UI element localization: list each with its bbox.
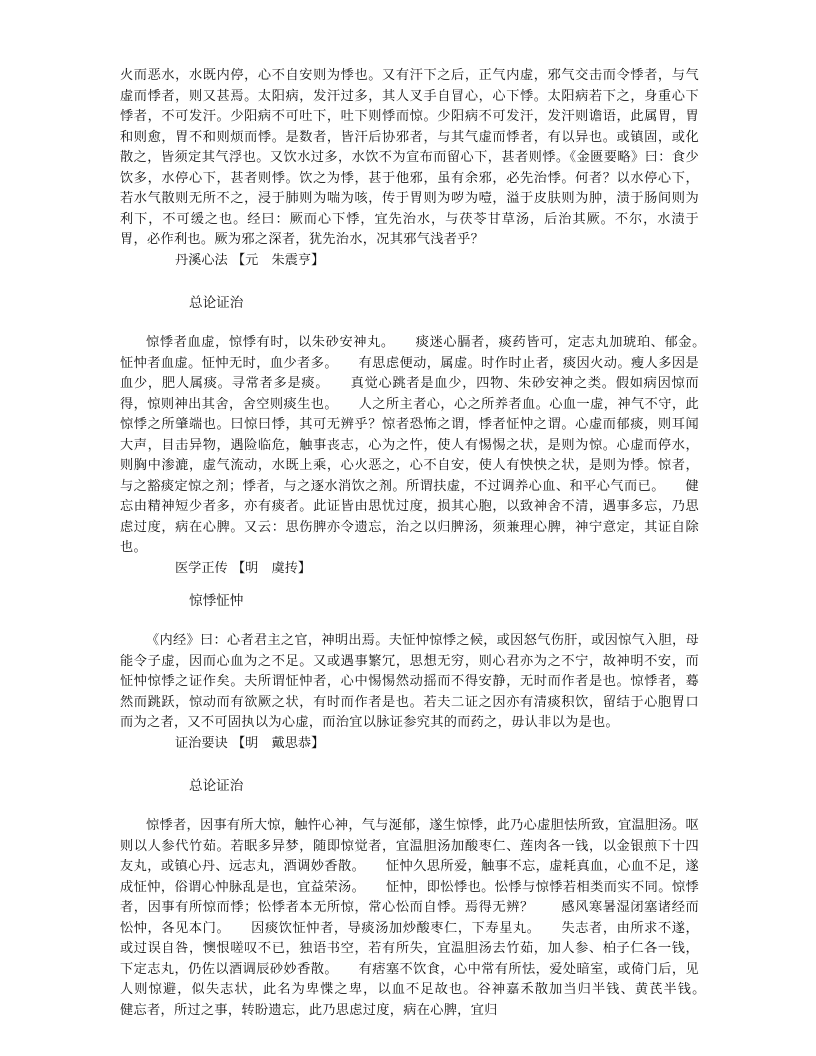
text-block-4: 惊悸者，因事有所大惊，触忤心神，气与涎郁，遂生惊悸，此乃心虚胆怯所致，宜温胆汤。呕则以人参代竹茹。若眠多异梦，随即惊觉者，宜温胆汤加酸枣仁、莲肉各一钱，以金银煎下十四友丸，或镇心丹、远志丸，酒调妙香散。 怔忡久思所爱，触事不忘，虚耗真血，心血不足，遂成怔忡，俗谓心忡脉乱是也，宜益荣汤。 怔忡，即忪悸也。忪悸与惊悸若相类而实不同。惊悸者，因事有所惊而悸；忪悸者本无所惊，常心忪而自悸。焉得无辨？ 感风寒暑湿闭塞诸经而忪忡，各见本门。 因痰饮怔忡者，导痰汤加炒酸枣仁，下寿星丸。 失志者，由所求不遂，或过误自咎，懊恨嗟叹不已，独语书空，若有所失，宜温胆汤去竹茹，加人参、柏子仁各一钱，下定志丸，仍佐以酒调辰砂妙香散。 有痞塞不饮食，心中常有所怯，爱处暗室，或倚门后，见人则惊避，似失志状，此名为卑惵之卑，以血不足故也。谷神嘉禾散加当归半钱、黄芪半钱。 健忘者，所过之事，转盼遗忘，此乃思虑过度，病在心脾，宜归	[120, 818, 726, 1018]
text-block-2: 惊悸者血虚，惊悸有时，以朱砂安神丸。 痰迷心膈者，痰药皆可，定志丸加琥珀、郁金。 怔忡者血虚。怔忡无时，血少者多。 有思虑便动，属虚。时作时止者，痰因火动。瘦人多因是血少，肥人属痰。寻常者多是痰。 真觉心跳者是血少，四物、朱砂安神之类。假如病因惊而得，惊则神出其舍，舍空则痰生也。 人之所主者心，心之所养者血。心血一虚，神气不守，此惊悸之所肇端也。曰惊曰悸，其可无辨乎？惊者恐怖之谓，悸者怔忡之谓。心虚而郁痰，则耳闻大声，目击异物，遇险临危，触事丧志，心为之忤，使人有惕惕之状，是则为惊。心虚而停水，则胸中渗漉，虚气流动，水既上乘，心火恶之，心不自安，使人有怏怏之状，是则为悸。惊者，与之豁痰定惊之剂；悸者，与之逐水消饮之剂。所谓扶虚，不过调养心血、和平心气而已。 健忘由精神短少者多，亦有痰者。此证皆由思忧过度，损其心胞，以致神舍不清，遇事多忘，乃思虑过度，病在心脾。又云：思伤脾亦令遗忘，治之以归脾汤，须兼理心脾，神宁意定，其证自除也。	[120, 335, 726, 555]
source-citation-3: 证治要诀 【明 戴思恭】	[175, 735, 325, 751]
document-page	[120, 66, 726, 1021]
section-heading-2: 惊悸怔忡	[189, 593, 244, 609]
text-block-1: 火而恶水，水既内停，心不自安则为悸也。又有汗下之后，正气内虚，邪气交击而令悸者，与气虚而悸者，则又甚焉。太阳病，发汗过多，其人叉手自冒心，心下悸。太阳病若下之，身重心下悸者，不可发汗。少阳病不可吐下，吐下则悸而惊。少阳病不可发汗，发汗则谵语，此属胃，胃和则愈，胃不和则烦而悸。是数者，皆汗后协邪者，与其气虚而悸者，有以异也。或镇固，或化散之，皆须定其气浮也。又饮水过多，水饮不为宣布而留心下，甚者则悸。《金匮要略》曰：食少饮多，水停心下，甚者则悸。饮之为悸，甚于他邪，虽有余邪，必先治悸。何者？以水停心下，若水气散则无所不之，浸于肺则为喘为咳，传于胃则为哕为噎，溢于皮肤则为肿，渍于肠间则为利下，不可缓之也。经曰：厥而心下悸，宜先治水，与茯苓甘草汤，后治其厥。不尔，水渍于胃，必作利也。厥为邪之深者，犹先治水，况其邪气浅者乎？	[120, 68, 699, 247]
section-heading-3: 总论证治	[189, 778, 244, 794]
text-block-3: 《内经》曰：心者君主之官，神明出焉。夫怔忡惊悸之候，或因怒气伤肝，或因惊气入胆，母能令子虚，因而心血为之不足。又或遇事繁冗，思想无穷，则心君亦为之不宁，故神明不安，而怔忡惊悸之证作矣。夫所谓怔忡者，心中惕惕然动摇而不得安静，无时而作者是也。惊悸者，蓦然而跳跃，惊动而有欲厥之状，有时而作者是也。若夫二证之因亦有清痰积饮，留结于心胞胃口而为之者，又不可固执以为心虚，而治宜以脉证参究其的而药之，毋认非以为是也。	[120, 633, 699, 730]
section-heading-1: 总论证治	[189, 295, 244, 311]
source-citation-2: 医学正传 【明 虞抟】	[175, 560, 312, 576]
source-citation-1: 丹溪心法 【元 朱震亨】	[175, 252, 325, 268]
